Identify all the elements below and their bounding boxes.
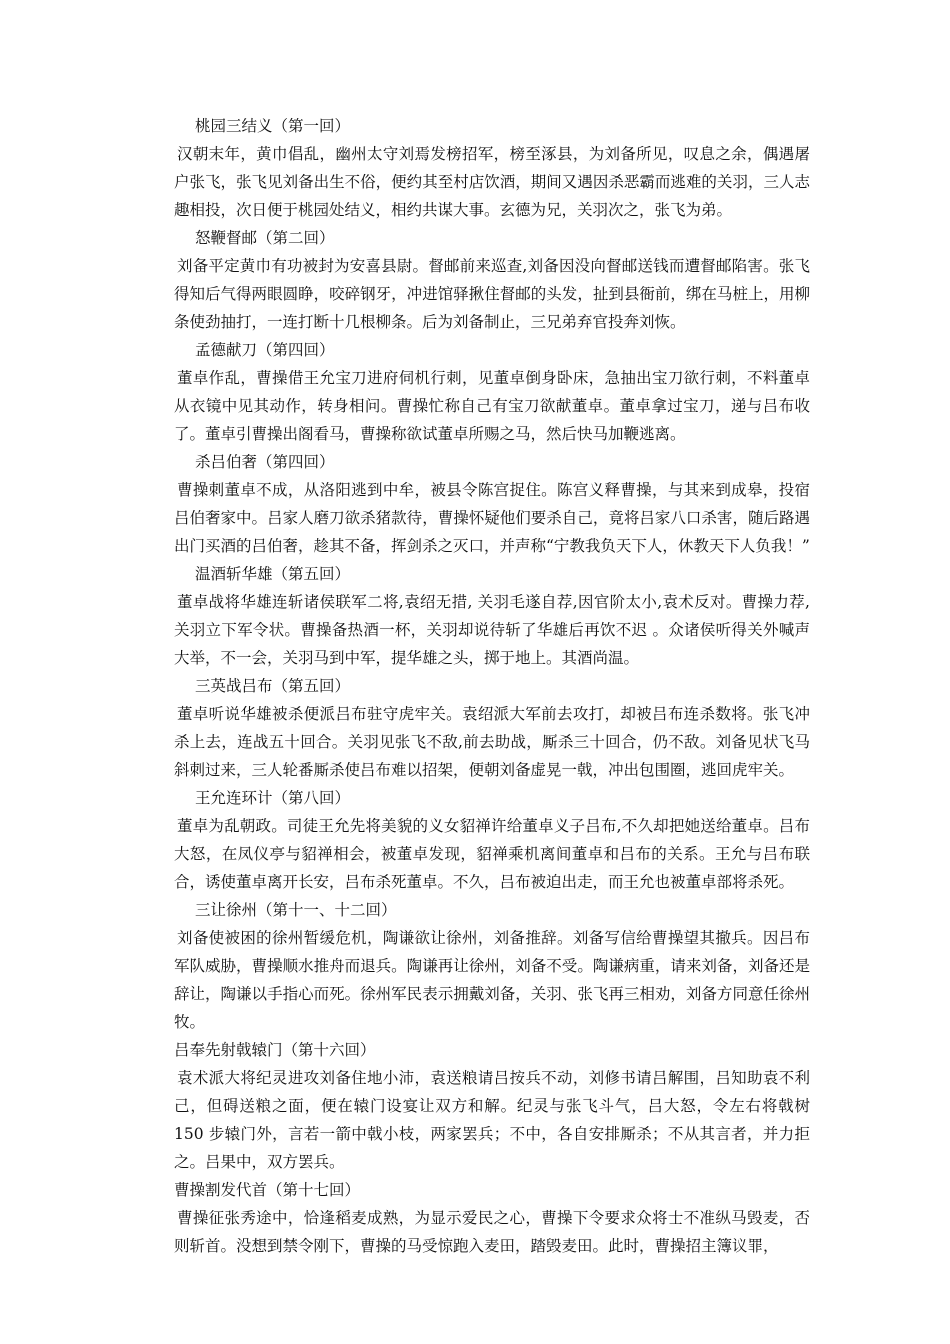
section-title-huaxiong: 温酒斩华雄（第五回） xyxy=(195,565,351,583)
section-body-lianhuanji: 董卓为乱朝政。司徒王允先将美貌的义女貂禅许给董卓义子吕布,不久却把她送给董卓。吕布大怒，在凤仪亭与貂禅相会，被董卓发现，貂禅乘机离间董卓和吕布的关系。王允与吕布联合，诱使董卓离开长安，吕布杀死董卓。不久，吕布被迫出走，而王允也被董卓部将杀死。 xyxy=(174,817,810,891)
section-title-xuzhou: 三让徐州（第十一、十二回） xyxy=(195,901,397,919)
section-body-xuzhou: 刘备使被困的徐州暂缓危机，陶谦欲让徐州，刘备推辞。刘备写信给曹操望其撤兵。因吕布军队威胁，曹操顺水推舟而退兵。陶谦再让徐州，刘备不受。陶谦病重，请来刘备，刘备还是辞让，陶谦以手指心而死。徐州军民表示拥戴刘备，关羽、张飞再三相劝，刘备方同意任徐州牧。 xyxy=(174,929,810,1031)
section-title-nubian: 怒鞭督邮（第二回） xyxy=(195,229,335,247)
section-body-sanying: 董卓听说华雄被杀便派吕布驻守虎牢关。袁绍派大军前去攻打，却被吕布连杀数将。张飞冲杀上去，连战五十回合。关羽见张飞不敌,前去助战，厮杀三十回合，仍不敌。刘备见状飞马斜刺过来，三人轮番厮杀使吕布难以招架，便朝刘备虚晃一戟，冲出包围圈，逃回虎牢关。 xyxy=(174,705,810,779)
section-title-lianhuanji: 王允连环计（第八回） xyxy=(195,789,351,807)
section-body-xiandao: 董卓作乱，曹操借王允宝刀进府伺机行刺，见董卓倒身卧床，急抽出宝刀欲行刺，不料董卓从衣镜中见其动作，转身相问。曹操忙称自己有宝刀欲献董卓。董卓拿过宝刀，递与吕布收了。董卓引曹操出阁看马，曹操称欲试董卓所赐之马，然后快马加鞭逃离。 xyxy=(174,369,810,443)
document-page xyxy=(174,112,810,1260)
section-title-lvboshe: 杀吕伯奢（第四回） xyxy=(195,453,335,471)
section-body-taoyuan: 汉朝末年，黄巾倡乱，幽州太守刘焉发榜招军，榜至涿县，为刘备所见，叹息之余，偶遇屠户张飞，张飞见刘备出生不俗，便约其至村店饮酒，期间又遇因杀恶霸而逃难的关羽，三人志趣相投，次日便于桃园处结义，相约共谋大事。玄德为兄，关羽次之，张飞为弟。 xyxy=(174,145,810,219)
section-body-nubian: 刘备平定黄巾有功被封为安喜县尉。督邮前来巡查,刘备因没向督邮送钱而遭督邮陷害。张飞得知后气得两眼圆睁，咬碎钢牙，冲进馆驿揪住督邮的头发，扯到县衙前，绑在马桩上，用柳条使劲抽打，一连打断十几根柳条。后为刘备制止，三兄弟弃官投奔刘恢。 xyxy=(174,257,810,331)
section-body-gefa: 曹操征张秀途中，恰逢稻麦成熟，为显示爱民之心，曹操下令要求众将士不准纵马毁麦，否则斩首。没想到禁令刚下，曹操的马受惊跑入麦田，踏毁麦田。此时，曹操招主簿议罪， xyxy=(174,1209,810,1255)
section-body-lvboshe: 曹操刺董卓不成，从洛阳逃到中牟，被县令陈宫捉住。陈宫义释曹操，与其来到成皋，投宿吕伯奢家中。吕家人磨刀欲杀猪款待，曹操怀疑他们要杀自己，竟将吕家八口杀害，随后路遇出门买酒的吕伯奢，趁其不备，挥剑杀之灭口，并声称“宁教我负天下人，休教天下人负我！” xyxy=(174,481,810,555)
section-title-xiandao: 孟德献刀（第四回） xyxy=(195,341,335,359)
section-title-gefa: 曹操割发代首（第十七回） xyxy=(174,1181,361,1199)
section-body-sheji: 袁术派大将纪灵进攻刘备住地小沛，袁送粮请吕按兵不动，刘修书请吕解围，吕知助袁不利己，但碍送粮之面，便在辕门设宴让双方和解。纪灵与张飞斗气，吕大怒，令左右将戟树 150 步辕门外，言若一箭中戟小枝，两家罢兵；不中，各自安排厮杀；不从其言者，并力拒之。吕果中，双方罢兵。 xyxy=(174,1069,810,1171)
section-title-sheji: 吕奉先射戟辕门（第十六回） xyxy=(174,1041,376,1059)
section-title-taoyuan: 桃园三结义（第一回） xyxy=(195,117,351,135)
section-title-sanying: 三英战吕布（第五回） xyxy=(195,677,351,695)
section-body-huaxiong: 董卓战将华雄连斩诸侯联军二将,袁绍无措, 关羽毛遂自荐,因官阶太小,袁术反对。曹操力荐,关羽立下军令状。曹操备热酒一杯，关羽却说待斩了华雄后再饮不迟 。众诸侯听得关外喊声大举，不一会，关羽马到中军，提华雄之头，掷于地上。其酒尚温。 xyxy=(174,593,810,667)
